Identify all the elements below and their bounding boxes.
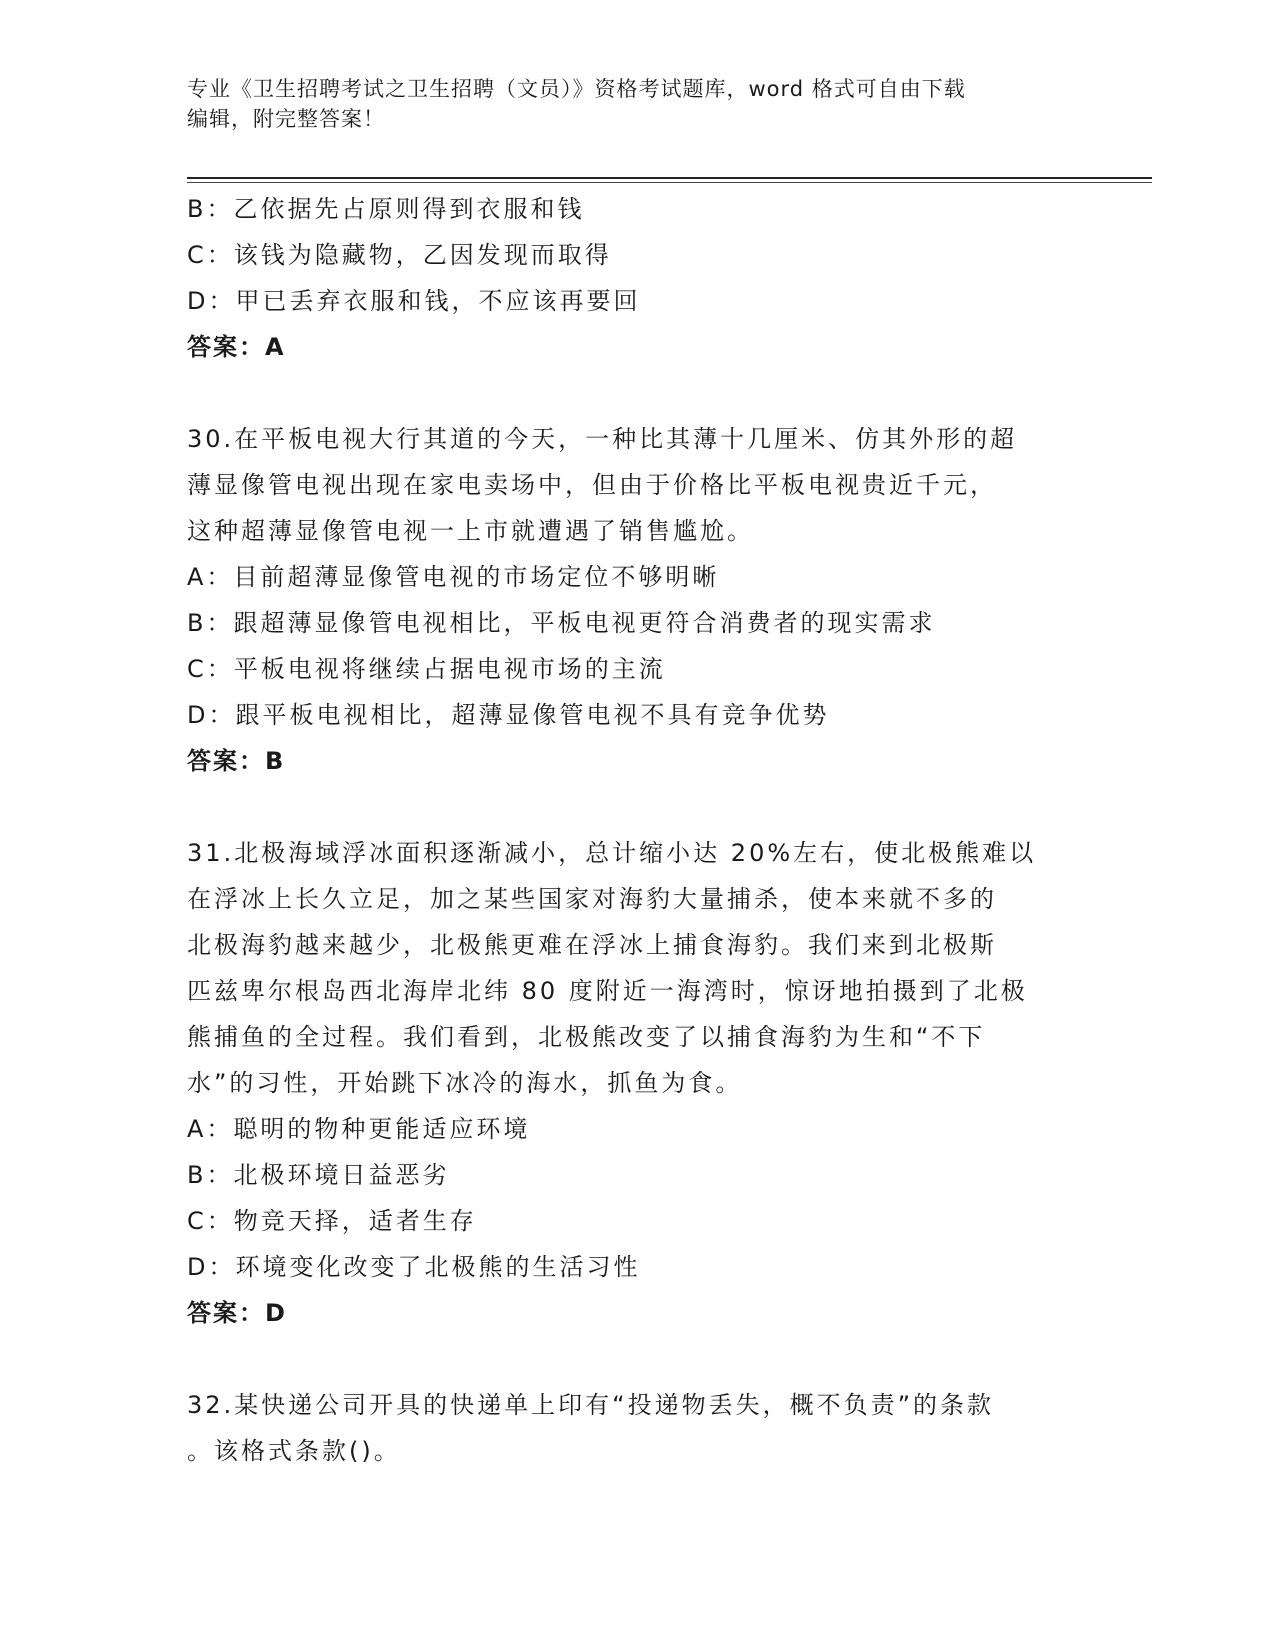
option-b: B：跟超薄显像管电视相比，平板电视更符合消费者的现实需求 — [187, 609, 936, 637]
document-header — [187, 74, 1087, 134]
question-stem-line: 。该格式条款()。 — [187, 1437, 401, 1465]
question-stem-line: 30.在平板电视大行其道的今天，一种比其薄十几厘米、仿其外形的超 — [187, 425, 1018, 453]
option-d: D：跟平板电视相比，超薄显像管电视不具有竞争优势 — [187, 701, 830, 729]
option-c: C：物竞天择，适者生存 — [187, 1207, 477, 1235]
question-stem-line: 32.某快递公司开具的快递单上印有“投递物丢失，概不负责”的条款 — [187, 1391, 995, 1419]
header-divider-thick — [187, 177, 1152, 179]
question-stem-line: 水”的习性，开始跳下冰冷的海水，抓鱼为食。 — [187, 1069, 743, 1097]
header-divider-thin — [187, 182, 1152, 183]
answer-line: 答案：B — [187, 747, 286, 775]
question-content — [187, 186, 1067, 1474]
spacer — [187, 1336, 1067, 1382]
spacer — [187, 370, 1067, 416]
option-a: A：目前超薄显像管电视的市场定位不够明晰 — [187, 563, 720, 591]
option-a: A：聪明的物种更能适应环境 — [187, 1115, 531, 1143]
question-stem-line: 北极海豹越来越少，北极熊更难在浮冰上捕食海豹。我们来到北极斯 — [187, 931, 997, 959]
question-stem-line: 在浮冰上长久立足，加之某些国家对海豹大量捕杀，使本来就不多的 — [187, 885, 997, 913]
header-line-2: 编辑，附完整答案！ — [187, 107, 385, 131]
option-c: C：平板电视将继续占据电视市场的主流 — [187, 655, 666, 683]
prev-question-block — [187, 186, 1067, 370]
question-stem-line: 匹兹卑尔根岛西北海岸北纬 80 度附近一海湾时，惊讶地拍摄到了北极 — [187, 977, 1028, 1005]
question-stem-line: 这种超薄显像管电视一上市就遭遇了销售尴尬。 — [187, 517, 754, 545]
question-31 — [187, 830, 1067, 1336]
option-b: B：乙依据先占原则得到衣服和钱 — [187, 195, 585, 223]
option-d: D：环境变化改变了北极熊的生活习性 — [187, 1253, 641, 1281]
spacer — [187, 784, 1067, 830]
question-30 — [187, 416, 1067, 784]
question-stem-line: 31.北极海域浮冰面积逐渐减小，总计缩小达 20%左右，使北极熊难以 — [187, 839, 1037, 867]
question-32 — [187, 1382, 1067, 1474]
option-d: D：甲已丢弃衣服和钱，不应该再要回 — [187, 287, 641, 315]
answer-line: 答案：D — [187, 1299, 287, 1327]
question-stem-line: 薄显像管电视出现在家电卖场中，但由于价格比平板电视贵近千元， — [187, 471, 997, 499]
header-line-1: 专业《卫生招聘考试之卫生招聘（文员）》资格考试题库，word 格式可自由下载 — [187, 77, 966, 101]
answer-line: 答案：A — [187, 333, 286, 361]
option-b: B：北极环境日益恶劣 — [187, 1161, 450, 1189]
option-c: C：该钱为隐藏物，乙因发现而取得 — [187, 241, 612, 269]
question-stem-line: 熊捕鱼的全过程。我们看到，北极熊改变了以捕食海豹为生和“不下 — [187, 1023, 986, 1051]
